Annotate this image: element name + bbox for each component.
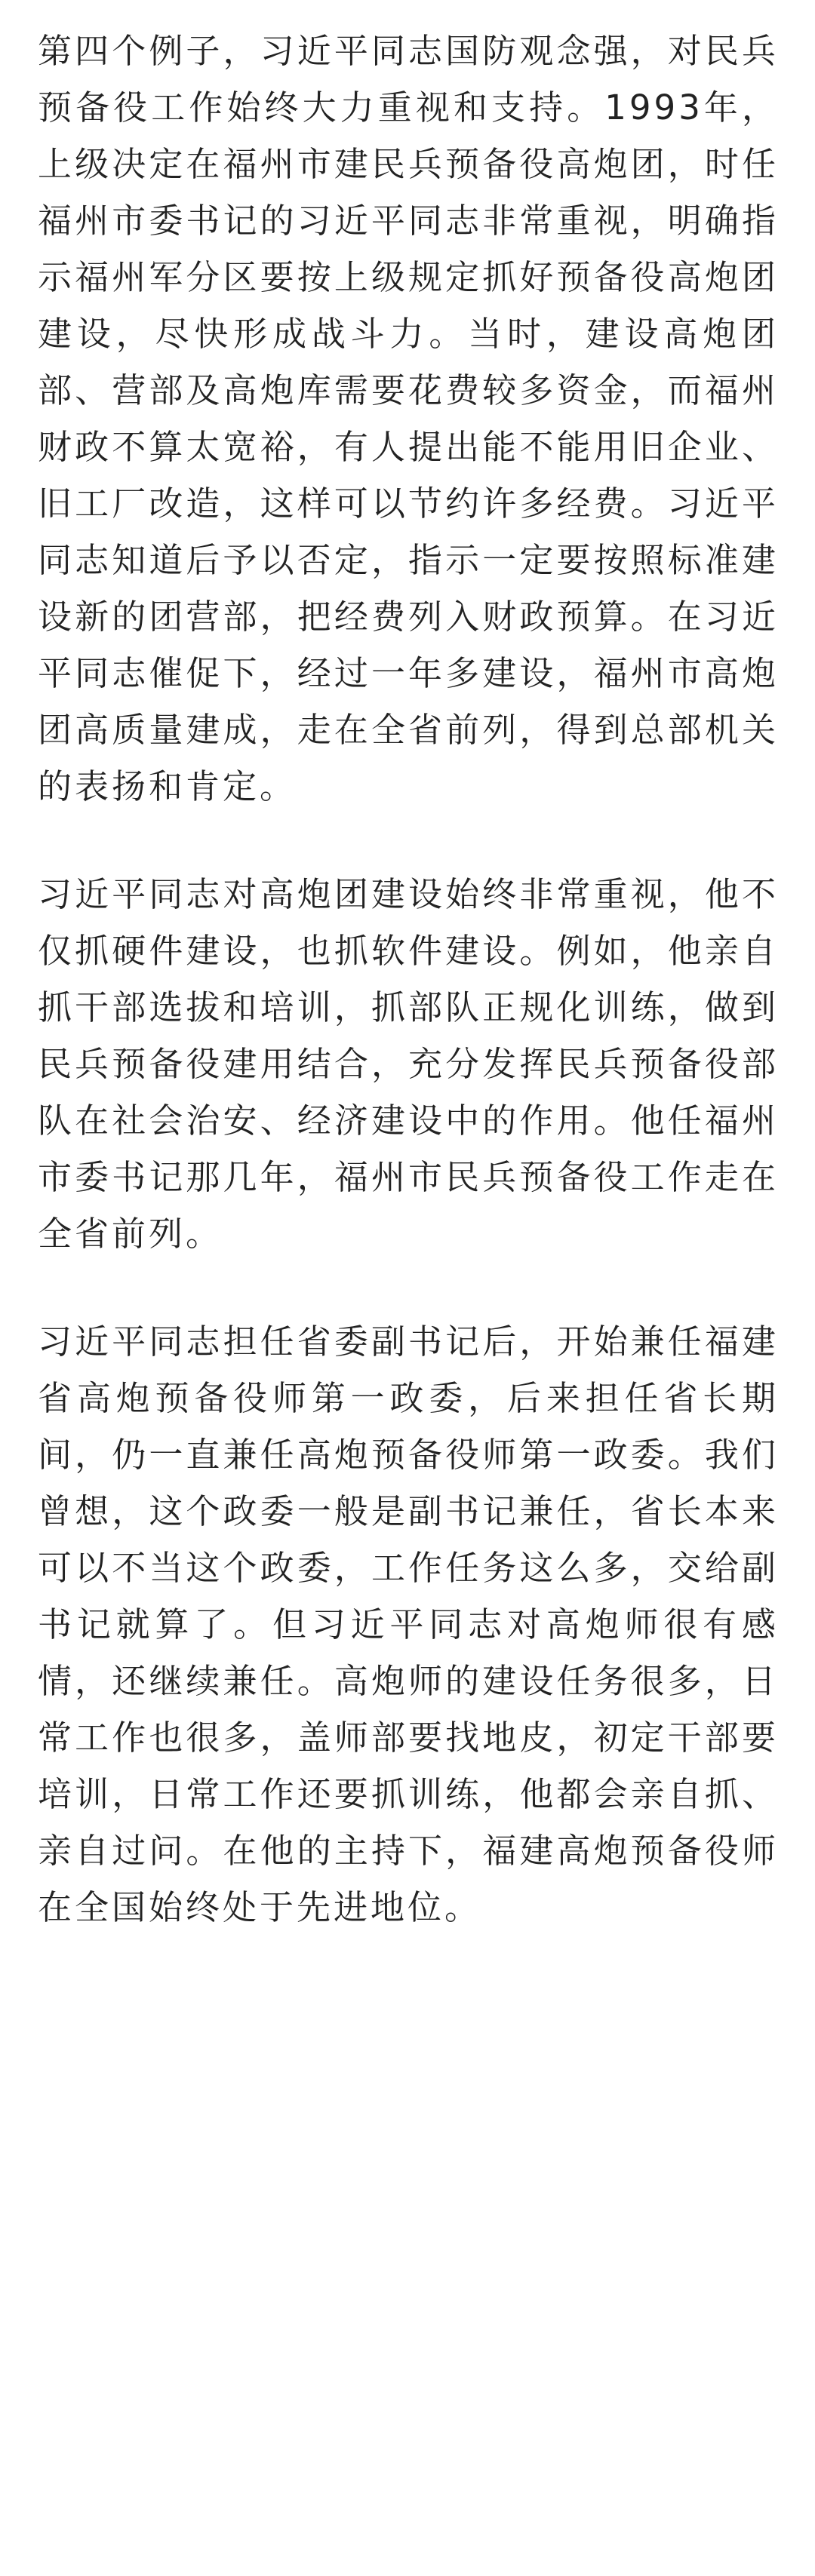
paragraph-2: 习近平同志对高炮团建设始终非常重视，他不仅抓硬件建设，也抓软件建设。例如，他亲自抓干部选拔和培训，抓部队正规化训练，做到民兵预备役建用结合，充分发挥民兵预备役部队在社会治安、经济建设中的作用。他任福州市委书记那几年，福州市民兵预备役工作走在全省前列。: [38, 874, 779, 1254]
paragraph-1: 第四个例子，习近平同志国防观念强，对民兵预备役工作始终大力重视和支持。1993年，上级决定在福州市建民兵预备役高炮团，时任福州市委书记的习近平同志非常重视，明确指示福州军分区要按上级规定抓好预备役高炮团建设，尽快形成战斗力。当时，建设高炮团部、营部及高炮库需要花费较多资金，而福州财政不算太宽裕，有人提出能不能用旧企业、旧工厂改造，这样可以节约许多经费。习近平同志知道后予以否定，指示一定要按照标准建设新的团营部，把经费列入财政预算。在习近平同志催促下，经过一年多建设，福州市高炮团高质量建成，走在全省前列，得到总部机关的表扬和肯定。: [38, 31, 779, 806]
article-body: [38, 23, 779, 1936]
paragraph-3: 习近平同志担任省委副书记后，开始兼任福建省高炮预备役师第一政委，后来担任省长期间，仍一直兼任高炮预备役师第一政委。我们曾想，这个政委一般是副书记兼任，省长本来可以不当这个政委，工作任务这么多，交给副书记就算了。但习近平同志对高炮师很有感情，还继续兼任。高炮师的建设任务很多，日常工作也很多，盖师部要找地皮，初定干部要培训，日常工作还要抓训练，他都会亲自抓、亲自过问。在他的主持下，福建高炮预备役师在全国始终处于先进地位。: [38, 1322, 779, 1927]
